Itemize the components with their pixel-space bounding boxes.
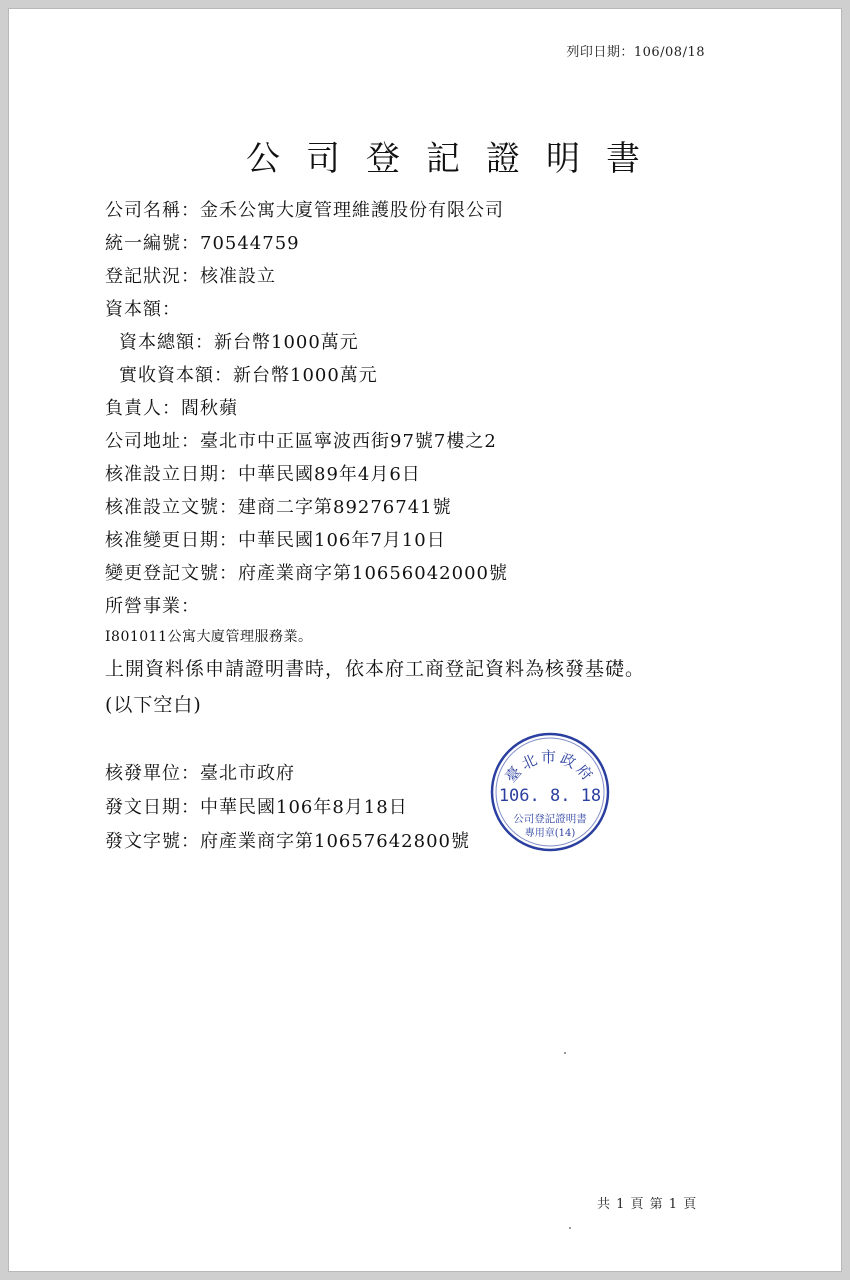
official-stamp (487, 729, 613, 855)
stamp-top-text: 臺北市政府 (501, 748, 599, 787)
document-title: 公司登記證明書 (246, 139, 666, 179)
field-representative: 負責人：閻秋蘋 (105, 398, 238, 419)
stamp-bottom-line2: 專用章(14) (524, 828, 576, 839)
print-date: 列印日期：106/08/18 (566, 45, 705, 60)
business-item: I801011公寓大廈管理服務業。 (105, 629, 313, 645)
field-change-number: 變更登記文號：府產業商字第10656042000號 (105, 563, 508, 584)
page-counter: 共 1 頁 第 1 頁 (597, 1197, 698, 1212)
blank-note: (以下空白) (105, 694, 202, 716)
issue-date: 發文日期：中華民國106年8月18日 (105, 797, 408, 818)
field-total-capital: 資本總額：新台幣1000萬元 (119, 332, 359, 353)
field-capital-heading: 資本額： (105, 299, 181, 320)
field-change-date: 核准變更日期：中華民國106年7月10日 (105, 530, 446, 551)
document-body (105, 194, 765, 723)
field-registration-status: 登記狀況：核准設立 (105, 266, 276, 287)
issuer-block (105, 757, 470, 859)
notice-text: 上開資料係申請證明書時，依本府工商登記資料為核發基礎。 (105, 658, 646, 680)
field-business-scope-heading: 所營事業： (105, 596, 200, 617)
scan-speck (569, 1227, 571, 1229)
field-establishment-number: 核准設立文號：建商二字第89276741號 (105, 497, 452, 518)
field-company-name: 公司名稱：金禾公寓大廈管理維護股份有限公司 (105, 200, 504, 221)
field-paid-in-capital: 實收資本額：新台幣1000萬元 (119, 365, 378, 386)
field-establishment-date: 核准設立日期：中華民國89年4月6日 (105, 464, 421, 485)
issue-number: 發文字號：府產業商字第10657642800號 (105, 831, 470, 852)
field-unified-number: 統一編號：70544759 (105, 233, 300, 254)
stamp-bottom-line1: 公司登記證明書 (513, 813, 587, 825)
document-page (8, 8, 842, 1272)
field-company-address: 公司地址：臺北市中正區寧波西街97號7樓之2 (105, 431, 497, 452)
issuer-unit: 核發單位：臺北市政府 (105, 763, 295, 784)
stamp-date: 106. 8. 18 (498, 786, 602, 806)
scan-speck (564, 1052, 566, 1054)
